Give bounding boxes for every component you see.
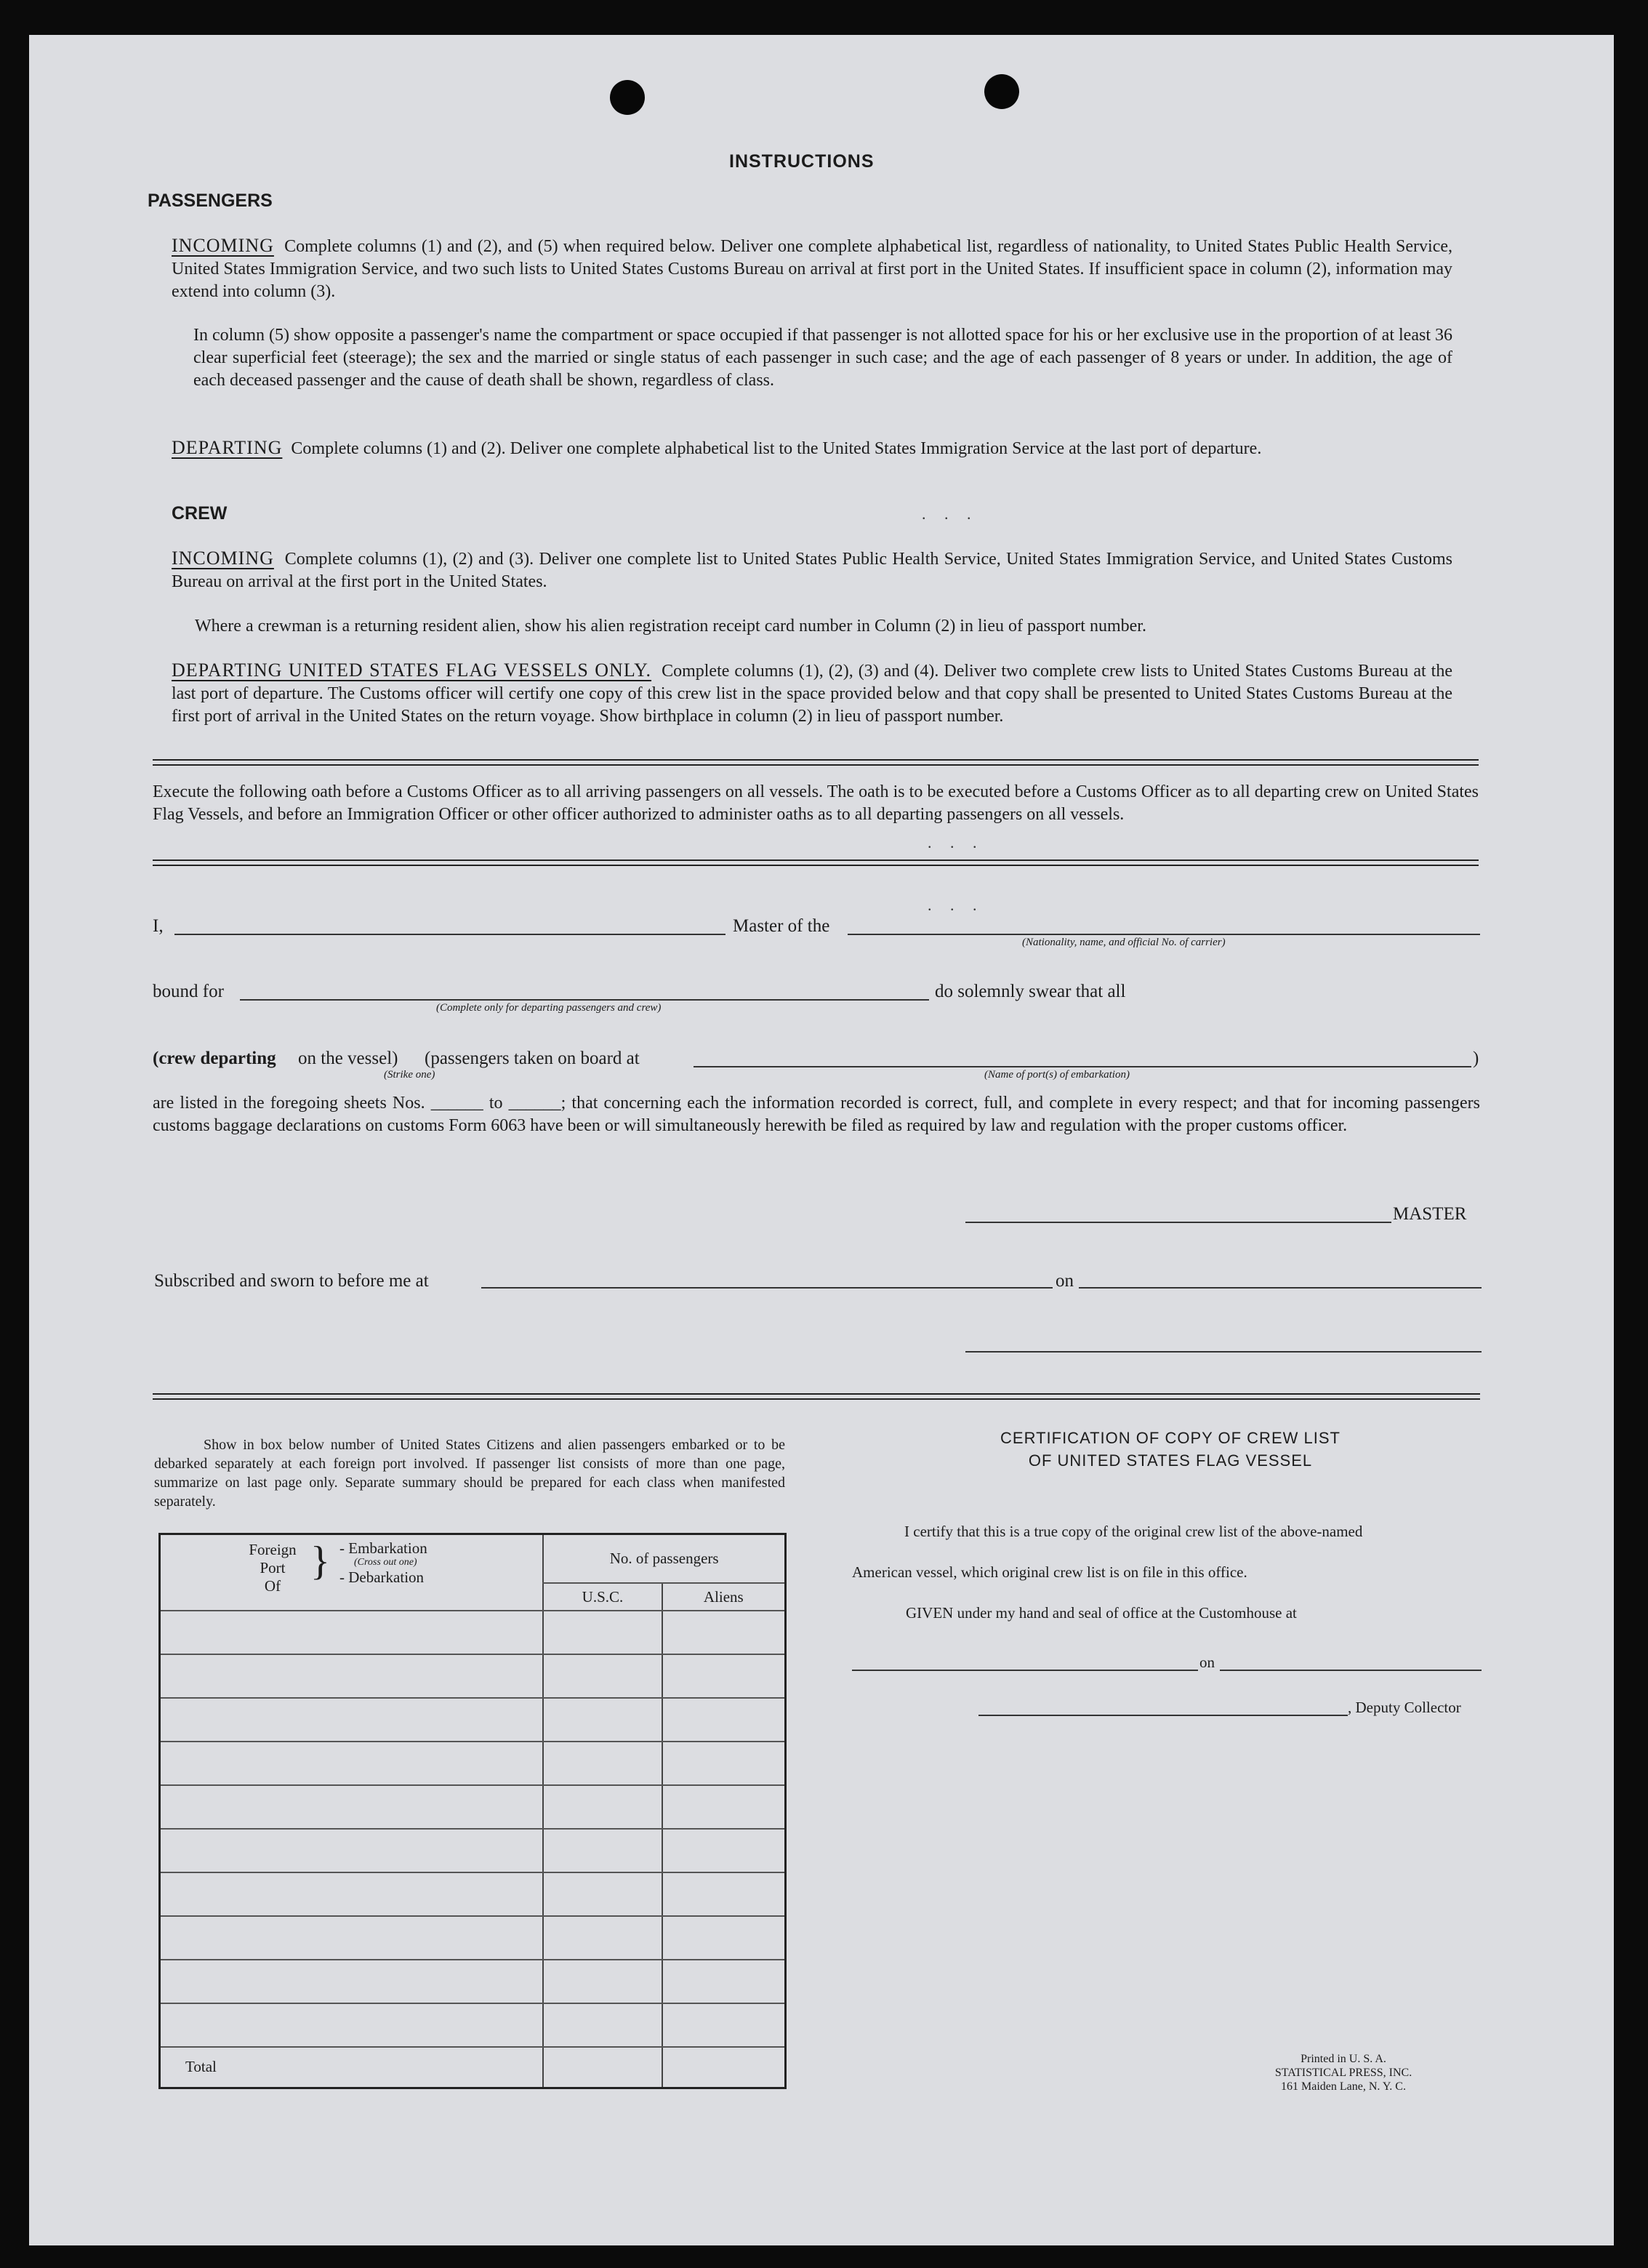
printer-imprint [1249, 2052, 1438, 2093]
passengers-departing-label: DEPARTING [172, 437, 283, 458]
passengers-column5-text: In column (5) show opposite a passenger's name the compartment or space occupied if that passenger is not allotted space for his or her exclusive use in the proportion of at least 36 clear superficial feet (steerage); the sex and the married or single status of each passenger in such case; and the age of each passenger of 8 years or under. In addition, the age of each deceased passenger and the cause of death shall be shown, regardless of class. [193, 326, 1452, 390]
foreign-port-of-label [236, 1541, 309, 1595]
given-text: GIVEN under my hand and seal of office at the Customhouse at [906, 1604, 1297, 1622]
usc-header: U.S.C. [543, 1583, 662, 1611]
certification-heading-line1: CERTIFICATION OF COPY OF CREW LIST [1000, 1429, 1340, 1447]
table-row [160, 1960, 786, 2003]
port-cell[interactable] [160, 1916, 544, 1960]
embarkation-option[interactable]: - Embarkation [339, 1539, 427, 1557]
passengers-incoming-text: Complete columns (1) and (2), and (5) when required below. Deliver one complete alphabetical list, regardless of nationality, to United States Public Health Service, United States Immigration Service, and two such lists to United States Customs Bureau on arrival at first port in the United States. If insufficient space in column (2), information may extend into column (3). [172, 237, 1453, 301]
deputy-collector-signature-field[interactable] [978, 1715, 1348, 1716]
passengers-departing-block [172, 436, 1452, 460]
port-cell[interactable] [160, 1960, 544, 2003]
aliens-cell[interactable] [662, 1698, 786, 1742]
page-title: INSTRUCTIONS [729, 151, 875, 172]
usc-cell[interactable] [543, 1916, 662, 1960]
close-paren: ) [1473, 1049, 1479, 1068]
crew-incoming-block [172, 547, 1452, 593]
subscribed-label: Subscribed and sworn to before me at [154, 1271, 429, 1291]
aliens-cell[interactable] [662, 1872, 786, 1916]
crew-incoming-label: INCOMING [172, 548, 274, 569]
crew-departing-option: (crew departing [153, 1049, 276, 1068]
usc-cell[interactable] [543, 1654, 662, 1698]
crew-departing-block [172, 659, 1452, 728]
usc-cell[interactable] [543, 2003, 662, 2047]
printer-line1: Printed in U. S. A. [1301, 2053, 1386, 2065]
of-label: Of [264, 1577, 281, 1595]
aliens-cell[interactable] [662, 1829, 786, 1872]
port-cell[interactable] [160, 1698, 544, 1742]
no-of-passengers-header: No. of passengers [543, 1534, 785, 1584]
divider [153, 859, 1479, 866]
port-cell[interactable] [160, 1872, 544, 1916]
crew-incoming-text: Complete columns (1), (2) and (3). Deliver one complete list to United States Public Health Service, United States Immigration Service, and United States Customs Bureau on arrival at the first port in the United States. [172, 550, 1452, 591]
divider [153, 1393, 1480, 1400]
usc-cell[interactable] [543, 1829, 662, 1872]
carrier-note: (Nationality, name, and official No. of carrier) [1022, 937, 1226, 948]
customhouse-field[interactable] [852, 1670, 1198, 1671]
foreign-port-header [160, 1534, 544, 1595]
strike-one-note: (Strike one) [384, 1069, 435, 1081]
foreign-label: Foreign [249, 1541, 297, 1558]
solemnly-swear-text: do solemnly swear that all [935, 982, 1126, 1001]
certification-on-label: on [1199, 1654, 1215, 1671]
table-row [160, 1742, 786, 1785]
usc-cell[interactable] [543, 1742, 662, 1785]
aliens-header: Aliens [662, 1583, 786, 1611]
divider [153, 759, 1479, 766]
crew-departing-label: DEPARTING UNITED STATES FLAG VESSELS ONLY. [172, 660, 652, 681]
crew-resident-text: Where a crewman is a returning resident alien, show his alien registration receipt card number in Column (2) in lieu of passport number. [195, 617, 1146, 636]
aliens-cell[interactable] [662, 1785, 786, 1829]
passengers-heading: PASSENGERS [148, 191, 273, 211]
port-cell[interactable] [160, 2003, 544, 2047]
stray-dots: . . . [928, 896, 984, 914]
passenger-summary-table [158, 1533, 787, 2089]
usc-cell[interactable] [543, 1698, 662, 1742]
cross-out-note: (Cross out one) [354, 1557, 417, 1568]
sworn-place-field[interactable] [481, 1287, 1053, 1289]
passengers-departing-text: Complete columns (1) and (2). Deliver one complete alphabetical list to the United States Immigration Service at the last port of departure. [291, 439, 1262, 458]
total-row [160, 2047, 786, 2088]
embark-options [339, 1541, 427, 1584]
port-cell[interactable] [160, 1654, 544, 1698]
on-vessel-text: on the vessel) [298, 1049, 398, 1068]
port-cell[interactable] [160, 1742, 544, 1785]
aliens-cell[interactable] [662, 2003, 786, 2047]
crew-heading: CREW [172, 503, 228, 524]
punch-hole-left [610, 80, 645, 115]
port-label: Port [260, 1559, 286, 1576]
table-row [160, 1611, 786, 1654]
bound-for-field[interactable] [240, 999, 929, 1001]
stray-dots: . . . [922, 505, 978, 523]
debarkation-option[interactable]: - Debarkation [339, 1568, 425, 1586]
certification-date-field[interactable] [1220, 1670, 1482, 1671]
sworn-on-label: on [1056, 1271, 1074, 1291]
printer-line3: 161 Maiden Lane, N. Y. C. [1281, 2080, 1406, 2093]
port-cell[interactable] [160, 1785, 544, 1829]
usc-cell[interactable] [543, 1960, 662, 2003]
oath-listed-text: are listed in the foregoing sheets Nos. ______ to ______; that concerning each the information recorded is correct, full, and complete in every respect; and that for incoming passengers customs baggage declarations on customs Form 6063 have been or will simultaneously herewith be filed as required by law and regulation with the proper customs officer. [153, 1094, 1480, 1135]
master-label: MASTER [1393, 1204, 1467, 1224]
aliens-cell[interactable] [662, 1960, 786, 2003]
oath-instruction: Execute the following oath before a Customs Officer as to all arriving passengers on all vessels. The oath is to be executed before a Customs Officer as to all departing crew on United States Flag Vessels, and before an Immigration Officer or other officer authorized to administer oaths as to all departing passengers on all vessels. [153, 782, 1479, 824]
table-row [160, 1654, 786, 1698]
aliens-total-cell[interactable] [662, 2047, 786, 2088]
summary-instruction: Show in box below number of United States Citizens and alien passengers embarked or to be debarked separately at each foreign port involved. If passenger list consists of more than one page, summarize on last page only. Separate summary should be prepared for each class when manifested separately. [154, 1437, 785, 1510]
table-row [160, 1916, 786, 1960]
officer-signature-field[interactable] [965, 1351, 1482, 1353]
passengers-incoming-block [172, 234, 1452, 303]
bound-for-note: (Complete only for departing passengers and crew) [436, 1002, 662, 1014]
passengers-taken-option: (passengers taken on board at [425, 1049, 640, 1068]
table-row [160, 1785, 786, 1829]
oath-i: I, [153, 916, 164, 936]
usc-cell[interactable] [543, 1785, 662, 1829]
table-row [160, 1872, 786, 1916]
certification-heading [858, 1427, 1483, 1472]
aliens-cell[interactable] [662, 1916, 786, 1960]
passengers-incoming-label: INCOMING [172, 235, 274, 256]
carrier-field[interactable] [848, 934, 1480, 935]
certification-heading-line2: OF UNITED STATES FLAG VESSEL [1028, 1451, 1313, 1470]
usc-total-cell[interactable] [543, 2047, 662, 2088]
master-of-the-label: Master of the [733, 916, 830, 936]
punch-hole-right [984, 74, 1019, 109]
crew-departing-text: Complete columns (1), (2), (3) and (4). Deliver two complete crew lists to United States Customs Bureau at the last port of departure. The Customs officer will certify one copy of this crew list in the space provided below and that copy shall be presented to United States Customs Bureau at the first port of arrival in the United States on the return voyage. Show birthplace in column (2) in lieu of passport number. [172, 662, 1453, 726]
port-cell[interactable] [160, 1829, 544, 1872]
table-row [160, 1829, 786, 1872]
deputy-collector-label: , Deputy Collector [1348, 1699, 1461, 1716]
usc-cell[interactable] [543, 1611, 662, 1654]
table-row [160, 1698, 786, 1742]
port-cell[interactable] [160, 1611, 544, 1654]
certify-line2: American vessel, which original crew list is on file in this office. [852, 1563, 1247, 1581]
master-name-field[interactable] [174, 934, 725, 935]
bound-for-label: bound for [153, 982, 224, 1001]
aliens-cell[interactable] [662, 1654, 786, 1698]
brace-icon: } [310, 1539, 330, 1584]
aliens-cell[interactable] [662, 1742, 786, 1785]
stray-dots: . . . [928, 833, 984, 851]
table-row [160, 2003, 786, 2047]
sworn-date-field[interactable] [1079, 1287, 1482, 1289]
aliens-cell[interactable] [662, 1611, 786, 1654]
printer-line2: STATISTICAL PRESS, INC. [1274, 2067, 1412, 2079]
embarkation-port-field[interactable] [694, 1066, 1471, 1067]
certify-line1: I certify that this is a true copy of the original crew list of the above-named [904, 1523, 1363, 1540]
total-label: Total [185, 2058, 217, 2076]
master-signature-field[interactable] [965, 1222, 1391, 1223]
usc-cell[interactable] [543, 1872, 662, 1916]
embarkation-note: (Name of port(s) of embarkation) [984, 1069, 1130, 1081]
